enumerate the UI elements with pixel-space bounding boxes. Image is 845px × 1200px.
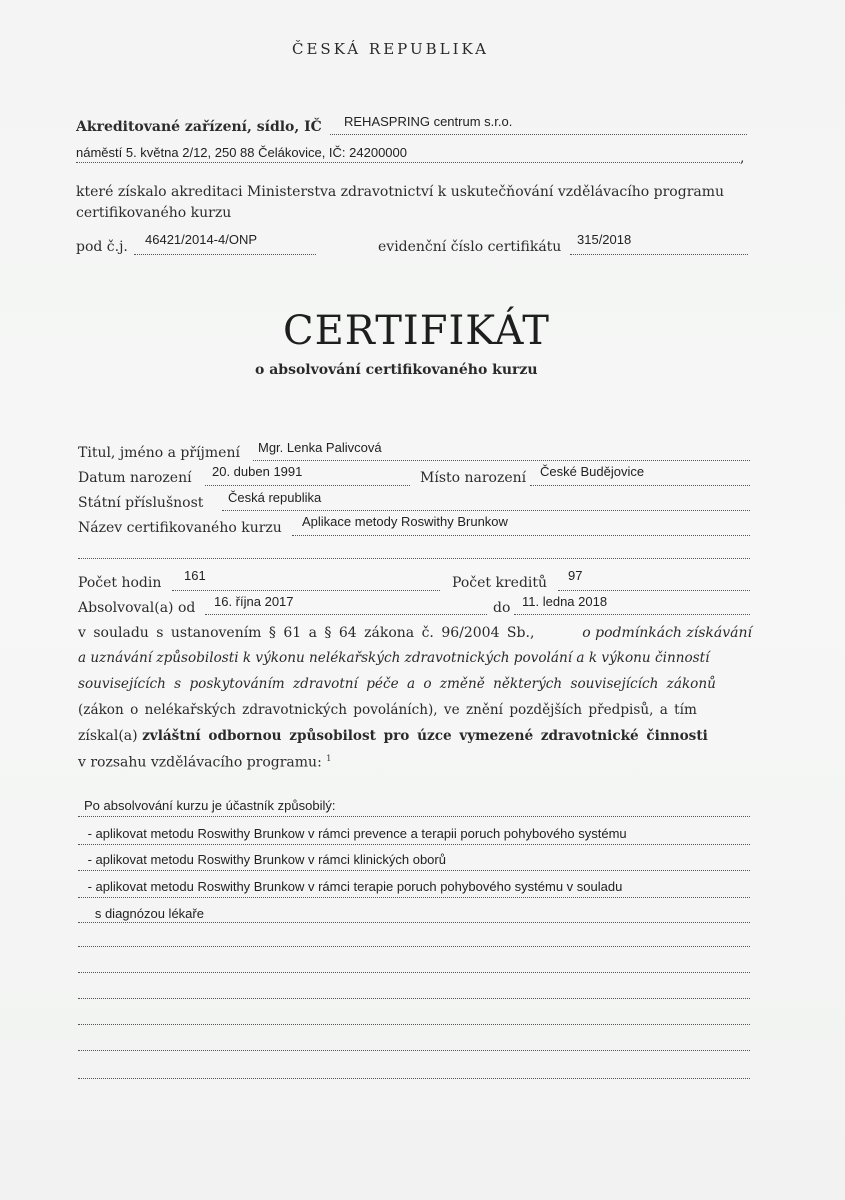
hours-value: 161 xyxy=(184,568,206,583)
competence-item-2: - aplikovat metodu Roswithy Brunkow v rámci klinických oborů xyxy=(84,852,446,867)
facility-name: REHASPRING centrum s.r.o. xyxy=(344,114,513,129)
birth-place-line xyxy=(530,485,750,486)
from-label: Absolvoval(a) od xyxy=(78,600,196,616)
facility-address-comma: , xyxy=(740,150,745,166)
legal-line-2: a uznávání způsobilosti k výkonu nelékařských zdravotnických povolání a k výkonu činností xyxy=(78,650,710,666)
to-line xyxy=(514,614,750,615)
competence-item-3: - aplikovat metodu Roswithy Brunkow v rámci terapie poruch pohybového systému v souladu xyxy=(84,879,623,894)
legal-line-5b: zvláštní odbornou způsobilost pro úzce vymezené zdravotnické činnosti xyxy=(142,728,708,744)
legal-line-6-text: v rozsahu vzdělávacího programu: xyxy=(78,754,322,771)
facility-name-line xyxy=(330,134,747,135)
hours-label: Počet hodin xyxy=(78,575,162,591)
name-line xyxy=(253,460,750,461)
competence-line-4 xyxy=(78,897,750,898)
blank-line-3 xyxy=(78,998,750,999)
from-line xyxy=(205,614,487,615)
competence-line-3 xyxy=(78,870,750,871)
cj-value: 46421/2014-4/ONP xyxy=(145,232,258,247)
course-line-2 xyxy=(78,558,750,559)
cj-line xyxy=(134,254,316,255)
blank-line-2 xyxy=(78,972,750,973)
nationality-label: Státní příslušnost xyxy=(78,495,204,511)
certificate-subtitle: o absolvování certifikovaného kurzu xyxy=(255,362,538,378)
legal-line-1 xyxy=(78,625,752,641)
legal-line-6 xyxy=(78,754,331,771)
legal-line-1b: o podmínkách získávání xyxy=(582,625,752,641)
certificate-title: CERTIFIKÁT xyxy=(283,308,550,354)
footnote-mark: 1 xyxy=(326,754,332,763)
credits-line xyxy=(558,590,750,591)
blank-line-1 xyxy=(78,946,750,947)
to-label: do xyxy=(493,600,511,616)
hours-line xyxy=(172,590,440,591)
evid-line xyxy=(570,254,748,255)
nationality-value: Česká republika xyxy=(228,490,322,505)
name-label: Titul, jméno a příjmení xyxy=(78,445,240,461)
facility-address-line xyxy=(76,162,740,163)
blank-line-5 xyxy=(78,1050,750,1051)
birth-label: Datum narození xyxy=(78,470,192,486)
competence-intro: Po absolvování kurzu je účastník způsobilý: xyxy=(84,798,336,813)
credits-value: 97 xyxy=(568,568,583,583)
course-label: Název certifikovaného kurzu xyxy=(78,520,282,536)
accreditation-text-1: které získalo akreditaci Ministerstva zdravotnictví k uskutečňování vzdělávacího programu xyxy=(76,184,725,200)
from-value: 16. října 2017 xyxy=(214,594,294,609)
credits-label: Počet kreditů xyxy=(452,575,548,591)
facility-label: Akreditované zařízení, sídlo, IČ xyxy=(76,119,322,135)
legal-line-3: souvisejících s poskytováním zdravotní péče a o změně některých souvisejících zákonů xyxy=(78,676,716,692)
competence-item-1: - aplikovat metodu Roswithy Brunkow v rámci prevence a terapii poruch pohybového systému xyxy=(84,826,627,841)
course-line xyxy=(292,535,750,536)
birth-line xyxy=(205,485,410,486)
legal-line-5 xyxy=(78,728,752,744)
name-value: Mgr. Lenka Palivcová xyxy=(258,440,382,455)
legal-line-5a: získal(a) xyxy=(78,728,138,744)
competence-line-5 xyxy=(78,922,750,923)
birth-place-label: Místo narození xyxy=(420,470,527,486)
birth-place-value: České Budějovice xyxy=(540,464,645,479)
accreditation-text-2: certifikovaného kurzu xyxy=(76,205,232,221)
birth-value: 20. duben 1991 xyxy=(212,464,303,479)
to-value: 11. ledna 2018 xyxy=(522,594,608,609)
course-value: Aplikace metody Roswithy Brunkow xyxy=(302,514,508,529)
competence-line-2 xyxy=(78,844,750,845)
blank-line-6 xyxy=(78,1078,750,1079)
country-header: ČESKÁ REPUBLIKA xyxy=(292,40,489,58)
evid-value: 315/2018 xyxy=(577,232,632,247)
evid-label: evidenční číslo certifikátu xyxy=(378,239,562,255)
blank-line-4 xyxy=(78,1024,750,1025)
competence-item-4: s diagnózou lékaře xyxy=(84,906,204,921)
competence-line-1 xyxy=(78,816,750,817)
facility-address: náměstí 5. května 2/12, 250 88 Čelákovice, IČ: 24200000 xyxy=(76,145,407,160)
cj-label: pod č.j. xyxy=(76,239,128,255)
nationality-line xyxy=(222,510,750,511)
legal-line-4: (zákon o nelékařských zdravotnických povoláních), ve znění pozdějších předpisů, a tím xyxy=(78,702,697,718)
legal-line-1a: v souladu s ustanovením § 61 a § 64 zákona č. 96/2004 Sb., xyxy=(78,625,535,641)
